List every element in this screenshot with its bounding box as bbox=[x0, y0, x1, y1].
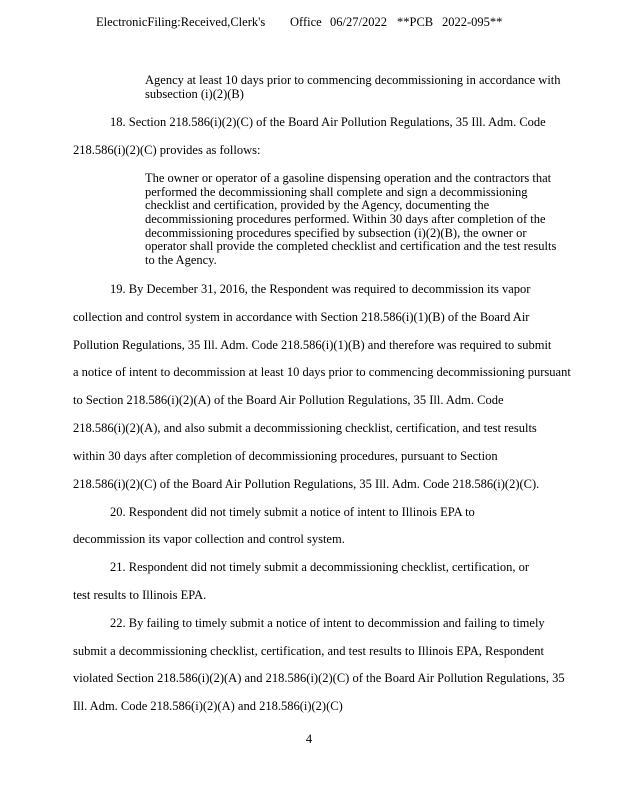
quote-line: operator shall provide the completed checklist and certification and the test results bbox=[145, 239, 557, 253]
paragraph-22-line: 22. By failing to timely submit a notice of intent to decommission and failing to timely bbox=[110, 616, 545, 630]
text-line: decommission its vapor collection and control system. bbox=[73, 532, 345, 546]
text-line: 218.586(i)(2)(C) provides as follows: bbox=[73, 143, 261, 157]
text-line: a notice of intent to decommission at least 10 days prior to commencing decommissioning pursuant bbox=[73, 365, 571, 379]
quote-line: performed the decommissioning shall complete and sign a decommissioning bbox=[145, 185, 528, 199]
paragraph-20-line: 20. Respondent did not timely submit a notice of intent to Illinois EPA to bbox=[110, 505, 475, 519]
text-line: 218.586(i)(2)(C) of the Board Air Pollution Regulations, 35 Ill. Adm. Code 218.586(i)(2)(C). bbox=[73, 477, 540, 491]
paragraph-18-line: 18. Section 218.586(i)(2)(C) of the Board Air Pollution Regulations, 35 Ill. Adm. Code bbox=[110, 115, 546, 129]
quote-line: to the Agency. bbox=[145, 253, 217, 267]
header-filing-label: ElectronicFiling:Received,Clerk's bbox=[96, 15, 266, 29]
text-line: to Section 218.586(i)(2)(A) of the Board Air Pollution Regulations, 35 Ill. Adm. Code bbox=[73, 393, 504, 407]
text-line: test results to Illinois EPA. bbox=[73, 588, 207, 602]
text-line: Agency at least 10 days prior to commencing decommissioning in accordance with bbox=[145, 73, 561, 87]
text-line: within 30 days after completion of decommissioning procedures, pursuant to Section bbox=[73, 449, 498, 463]
page-number: 4 bbox=[305, 732, 313, 746]
quote-line: decommissioning procedures specified by subsection (i)(2)(B), the owner or bbox=[145, 226, 527, 240]
text-line: subsection (i)(2)(B) bbox=[145, 87, 244, 101]
text-line: 218.586(i)(2)(A), and also submit a decommissioning checklist, certification, and test results bbox=[73, 421, 537, 435]
quote-line: decommissioning procedures performed. Within 30 days after completion of the bbox=[145, 212, 546, 226]
header-office: Office bbox=[290, 15, 322, 29]
quote-line: The owner or operator of a gasoline dispensing operation and the contractors that bbox=[145, 171, 552, 185]
text-line: Ill. Adm. Code 218.586(i)(2)(A) and 218.586(i)(2)(C) bbox=[73, 699, 343, 713]
header-docket: 2022-095** bbox=[442, 15, 503, 29]
text-line: collection and control system in accordance with Section 218.586(i)(1)(B) of the Board Air bbox=[73, 310, 530, 324]
text-line: submit a decommissioning checklist, certification, and test results to Illinois EPA, Respondent bbox=[73, 644, 545, 658]
paragraph-21-line: 21. Respondent did not timely submit a decommissioning checklist, certification, or bbox=[110, 560, 530, 574]
text-line: violated Section 218.586(i)(2)(A) and 218.586(i)(2)(C) of the Board Air Pollution Regulations, 35 bbox=[73, 671, 565, 685]
header-date: 06/27/2022 bbox=[330, 15, 387, 29]
text-line: Pollution Regulations, 35 Ill. Adm. Code 218.586(i)(1)(B) and therefore was required to submit bbox=[73, 338, 552, 352]
quote-line: checklist and certification, provided by the Agency, documenting the bbox=[145, 198, 490, 212]
header-board: **PCB bbox=[397, 15, 434, 29]
paragraph-19-line: 19. By December 31, 2016, the Respondent was required to decommission its vapor bbox=[110, 282, 531, 296]
